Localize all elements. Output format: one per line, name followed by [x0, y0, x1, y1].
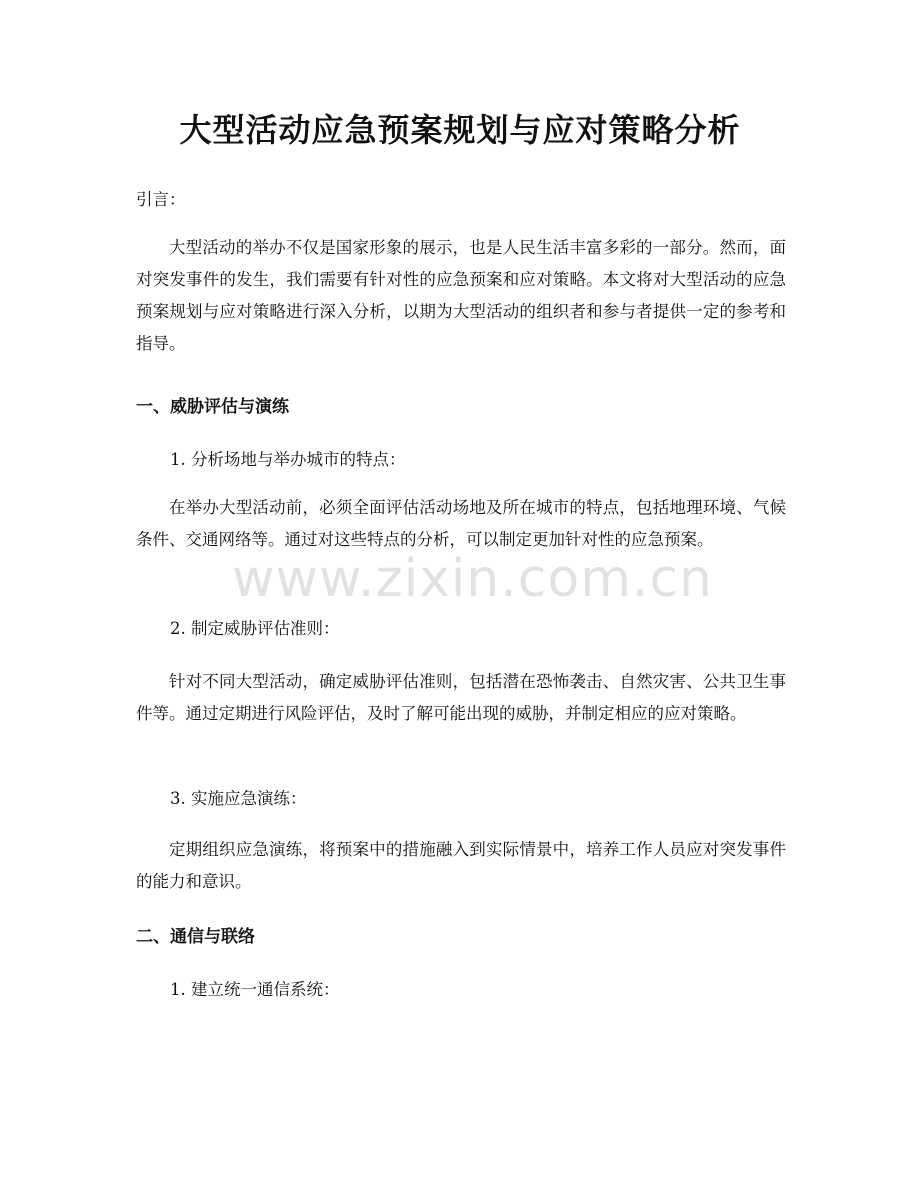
item-title-threat-criteria: 2. 制定威胁评估准则： [170, 619, 340, 638]
item-title-emergency-drill: 3. 实施应急演练： [170, 789, 307, 808]
item-text-site-analysis: 在举办大型活动前，必须全面评估活动场地及所在城市的特点，包括地理环境、气候条件、交通网络等。通过对这些特点的分析，可以制定更加针对性的应急预案。 [136, 498, 786, 549]
item-title-unified-communication: 1. 建立统一通信系统： [170, 980, 340, 999]
item-title-site-analysis: 1. 分析场地与举办城市的特点： [170, 450, 406, 469]
intro-paragraph: 大型活动的举办不仅是国家形象的展示，也是人民生活丰富多彩的一部分。然而，面对突发事件的发生，我们需要有针对性的应急预案和应对策略。本文将对大型活动的应急预案规划与应对策略进行深入分析，以期为大型活动的组织者和参与者提供一定的参考和指导。 [136, 238, 786, 353]
section-heading-threat-assessment: 一、威胁评估与演练 [136, 397, 289, 417]
section-heading-communication: 二、通信与联络 [136, 927, 255, 947]
item-text-emergency-drill: 定期组织应急演练，将预案中的措施融入到实际情景中，培养工作人员应对突发事件的能力和意识。 [136, 840, 786, 891]
document-title: 大型活动应急预案规划与应对策略分析 [179, 111, 741, 149]
item-text-threat-criteria: 针对不同大型活动，确定威胁评估准则，包括潜在恐怖袭击、自然灾害、公共卫生事件等。通过定期进行风险评估，及时了解可能出现的威胁，并制定相应的应对策略。 [136, 672, 786, 723]
intro-label: 引言： [136, 190, 186, 209]
watermark: www.zixin.com.cn [232, 549, 713, 609]
